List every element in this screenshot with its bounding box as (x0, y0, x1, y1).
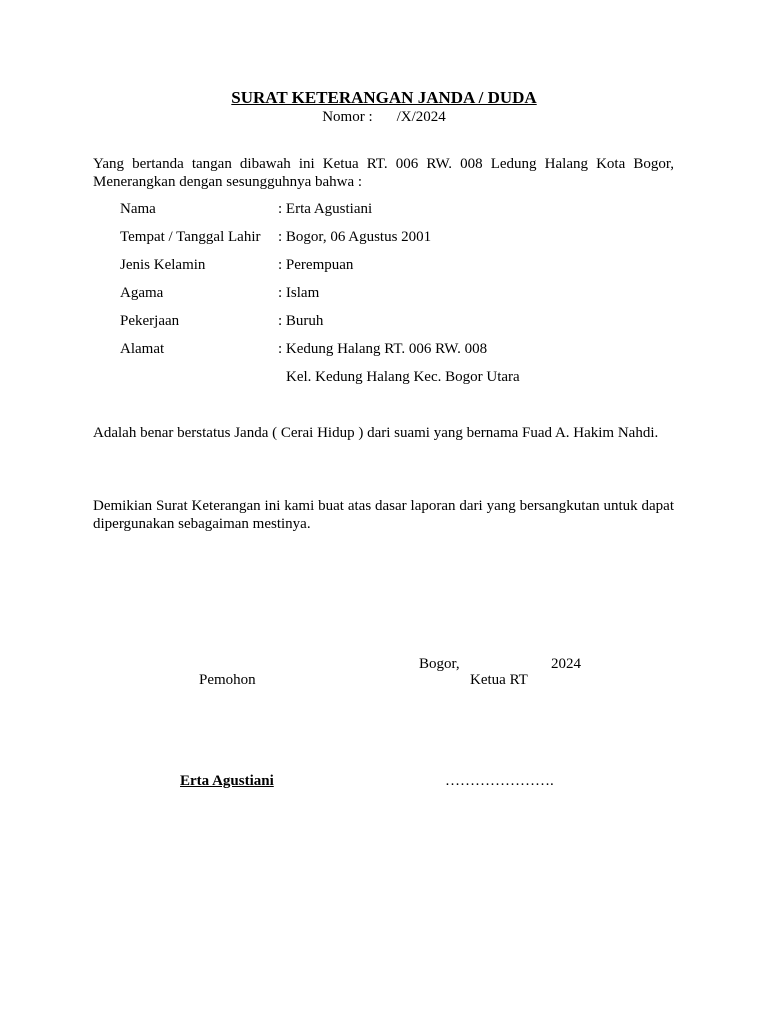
address-line-2: Kel. Kedung Halang Kec. Bogor Utara (286, 369, 520, 385)
document-number (0, 109, 768, 126)
number-value: /X/2024 (396, 109, 446, 125)
field-value: : Perempuan (278, 257, 354, 273)
field-row (120, 227, 680, 247)
statement-paragraph: Adalah benar berstatus Janda ( Cerai Hidup ) dari suami yang bernama Fuad A. Hakim Nahdi. (93, 425, 659, 441)
signature-year: 2024 (551, 656, 581, 672)
field-label: Jenis Kelamin (120, 257, 206, 273)
field-value: : Bogor, 06 Agustus 2001 (278, 229, 432, 245)
head-role: Ketua RT (470, 672, 528, 688)
field-label: Agama (120, 285, 164, 301)
signature-place: Bogor, (419, 656, 460, 672)
field-value: : Erta Agustiani (278, 201, 373, 217)
field-label: Tempat / Tanggal Lahir (120, 229, 261, 245)
field-row (120, 339, 680, 359)
document-title: SURAT KETERANGAN JANDA / DUDA (231, 88, 537, 107)
field-row (120, 283, 680, 303)
intro-paragraph: Yang bertanda tangan dibawah ini Ketua RT. 006 RW. 008 Ledung Halang Kota Bogor, Menerangkan dengan sesungguhnya bahwa : (93, 156, 674, 190)
closing-paragraph: Demikian Surat Keterangan ini kami buat atas dasar laporan dari yang bersangkutan untuk dapat dipergunakan sebagaiman mestinya. (93, 498, 674, 532)
field-label: Alamat (120, 341, 165, 357)
field-row (120, 311, 680, 331)
field-label: Pekerjaan (120, 313, 180, 329)
field-value: : Buruh (278, 313, 324, 329)
number-label: Nomor : (322, 109, 373, 125)
field-value: : Kedung Halang RT. 006 RW. 008 (278, 341, 488, 357)
applicant-role: Pemohon (199, 672, 256, 688)
applicant-name: Erta Agustiani (180, 773, 274, 789)
head-name-placeholder: …………………. (445, 773, 554, 789)
field-row (120, 255, 680, 275)
field-value: : Islam (278, 285, 320, 301)
field-label: Nama (120, 201, 156, 217)
field-row (120, 199, 680, 219)
